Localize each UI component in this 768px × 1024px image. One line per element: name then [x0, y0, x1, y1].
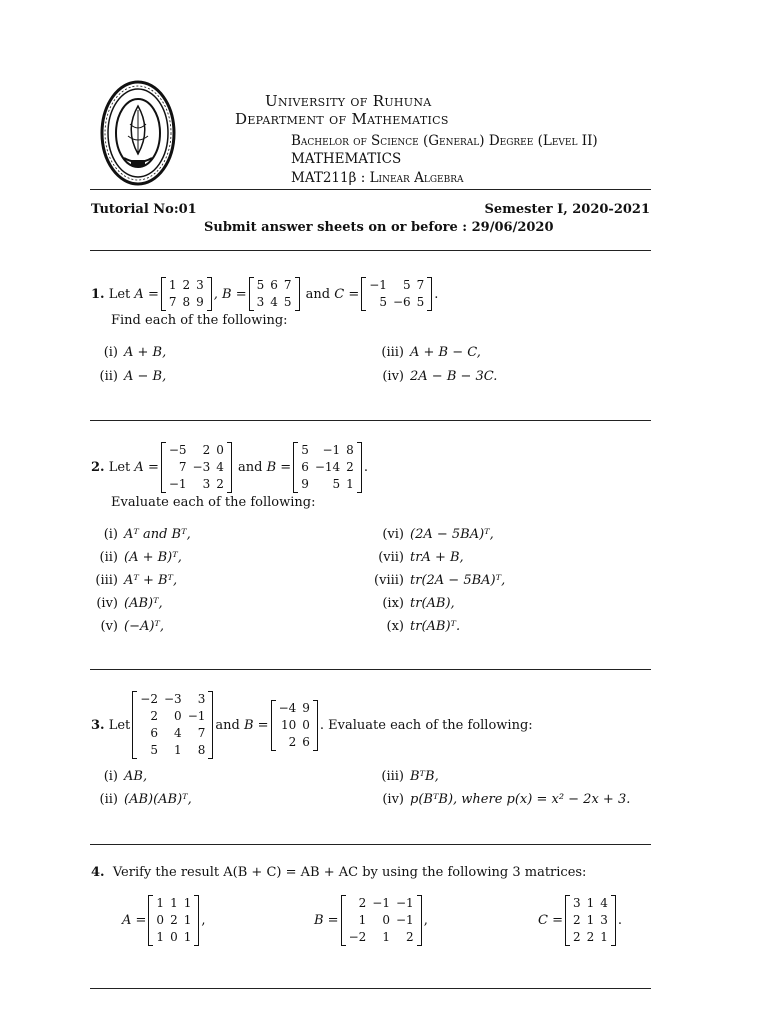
matrix-entries — [153, 895, 194, 946]
matrix-entry: 4 — [216, 460, 224, 474]
matrix-entry: 5 — [379, 295, 387, 309]
semester: Semester I, 2020-2021 — [484, 202, 650, 217]
matrix-row — [166, 476, 227, 493]
item-label: (i) — [103, 345, 118, 360]
question-1-statement — [91, 277, 438, 311]
matrix-entry: −5 — [168, 443, 187, 457]
matrix-row — [254, 277, 295, 294]
matrix-entry: 1 — [600, 930, 608, 944]
item-text: trA + B, — [410, 550, 464, 565]
university-crest — [100, 80, 176, 186]
period: . — [434, 286, 439, 302]
matrix-a — [161, 277, 212, 311]
matrix-entry: 1 — [358, 913, 367, 927]
matrix-row — [570, 895, 611, 912]
item-text: AB, — [124, 769, 148, 784]
matrix-entry: 8 — [346, 443, 354, 457]
matrix-entry: 1 — [170, 896, 178, 910]
matrix-entry: 7 — [178, 460, 187, 474]
item-label: (viii) — [374, 573, 404, 588]
question-3-instruction: . Evaluate each of the following: — [319, 717, 533, 733]
matrix-b-label: B = — [243, 717, 269, 733]
matrix-entry: −1 — [168, 477, 187, 491]
matrix-a — [148, 895, 199, 946]
matrix-row — [570, 929, 611, 946]
matrix-row — [166, 459, 227, 476]
matrix-entry: 2 — [150, 709, 158, 723]
period: . — [617, 913, 623, 928]
question-1-instruction: Find each of the following: — [111, 313, 288, 328]
matrix-row — [153, 895, 194, 912]
matrix-entry: 6 — [301, 460, 309, 474]
item-label: (iii) — [381, 345, 404, 360]
matrix-entries — [276, 700, 313, 751]
matrix-entry: 1 — [586, 913, 595, 927]
matrix-row — [276, 700, 313, 717]
matrix-b-label: B = — [314, 913, 339, 928]
q2-item-iv — [80, 596, 163, 611]
matrix-entry: 1 — [183, 913, 192, 927]
item-label: (iii) — [381, 769, 404, 784]
matrix-row — [298, 442, 357, 459]
matrix-entry: 9 — [302, 700, 310, 715]
matrix-entry: 1 — [183, 896, 192, 910]
item-text: tr(AB)ᵀ. — [410, 619, 461, 634]
matrix-row — [276, 717, 313, 734]
matrix-entry: 4 — [270, 295, 278, 309]
matrix-entry: 5 — [332, 477, 341, 491]
q2-item-v — [80, 619, 164, 634]
matrix-entry: 2 — [170, 913, 178, 927]
matrix-entry: −3 — [192, 460, 211, 474]
matrix-entry: 6 — [150, 726, 158, 740]
matrix-entry: 8 — [182, 295, 191, 309]
divider — [90, 669, 651, 670]
matrix-entry: 3 — [202, 477, 211, 491]
course-name: Linear Algebra — [369, 170, 464, 186]
q2-item-vii — [366, 550, 464, 565]
and-text: and — [305, 286, 331, 302]
matrix-entry: 9 — [196, 295, 204, 309]
matrix-entries — [166, 277, 207, 311]
matrix-entry: 2 — [572, 913, 581, 927]
matrix-entry: −2 — [140, 692, 158, 706]
matrix-entry: 4 — [174, 726, 182, 740]
matrix-row — [153, 912, 194, 929]
matrix-entry: −4 — [278, 700, 297, 715]
matrix-row — [346, 912, 417, 929]
matrix-row — [137, 742, 208, 759]
course-line — [291, 170, 464, 186]
matrix-row — [166, 277, 207, 294]
comma: , — [423, 913, 428, 928]
matrix-entry: 7 — [416, 278, 425, 292]
q2-item-vi — [366, 527, 494, 542]
question-3-statement — [91, 691, 533, 759]
period: . — [363, 460, 368, 475]
divider — [90, 250, 651, 251]
question-number: 2. — [91, 460, 105, 475]
matrix-entry: 6 — [270, 278, 278, 292]
q1-item-iv — [366, 369, 497, 384]
matrix-entry: 2 — [288, 734, 297, 749]
submit-date: Submit answer sheets on or before : 29/06/2020 — [204, 220, 554, 235]
right-bracket — [611, 895, 616, 946]
matrix-entry: 1 — [174, 743, 182, 757]
item-label: (iv) — [382, 369, 404, 384]
item-text: (A + B)ᵀ, — [124, 550, 182, 565]
degree-name: Bachelor of Science (General) Degree (Level II) — [291, 133, 598, 149]
matrix-entry: −1 — [395, 913, 414, 927]
matrix-entry: 5 — [416, 295, 425, 309]
matrix-entry: 0 — [170, 930, 178, 944]
question-2-instruction: Evaluate each of the following: — [111, 495, 316, 510]
q2-item-ii — [80, 550, 182, 565]
matrix-row — [298, 476, 357, 493]
item-label: (ii) — [99, 550, 118, 565]
matrix-entry: 1 — [168, 278, 177, 292]
matrix-entry: 6 — [302, 734, 310, 749]
matrix-row — [276, 734, 313, 751]
q3-item-iv — [366, 792, 630, 807]
course-sep: : — [360, 170, 366, 186]
matrix-entry: 0 — [216, 443, 224, 457]
matrix-entry: −3 — [163, 692, 182, 706]
matrix-a-label: A = — [122, 913, 147, 928]
matrix-b — [293, 442, 362, 493]
item-label: (ii) — [99, 369, 118, 384]
matrix-b — [249, 277, 300, 311]
right-bracket — [357, 442, 362, 493]
item-text: Aᵀ and Bᵀ, — [124, 527, 191, 542]
matrix-b — [341, 895, 422, 946]
item-text: A + B − C, — [410, 345, 481, 360]
item-text: A + B, — [124, 345, 167, 360]
matrix-c-label: C = — [538, 913, 563, 928]
q3-item-iii — [366, 769, 439, 784]
matrix-row — [166, 294, 207, 311]
right-bracket — [295, 277, 300, 311]
matrix-entry: −1 — [369, 278, 387, 292]
right-bracket — [208, 691, 213, 759]
right-bracket — [427, 277, 432, 311]
q2-item-ix — [366, 596, 455, 611]
matrix-entry: 2 — [358, 896, 367, 910]
question-number: 3. — [91, 717, 105, 733]
matrix-entry: 0 — [174, 709, 182, 723]
matrix-entry: 3 — [256, 295, 265, 309]
matrix-row — [137, 691, 208, 708]
let-text: Let — [108, 717, 131, 733]
matrix-entry: 5 — [256, 278, 265, 292]
matrix-entry: 7 — [283, 278, 292, 292]
matrix-entry: 3 — [572, 896, 581, 910]
matrix-b — [271, 700, 318, 751]
right-bracket — [207, 277, 212, 311]
right-bracket — [194, 895, 199, 946]
q3-item-i — [80, 769, 147, 784]
matrix-a — [161, 442, 232, 493]
matrix-b-label: B = — [266, 460, 292, 475]
matrix-entry: −1 — [187, 709, 206, 723]
matrix-entry: 1 — [156, 930, 165, 944]
item-text: (AB)(AB)ᵀ, — [124, 792, 192, 807]
matrix-entry: 1 — [346, 477, 354, 491]
matrix-row — [137, 708, 208, 725]
item-label: (ix) — [382, 596, 404, 611]
matrix-row — [570, 912, 611, 929]
matrix-row — [346, 895, 417, 912]
matrix-entry: 1 — [156, 896, 165, 910]
matrix-c — [361, 277, 432, 311]
matrix-entry: 2 — [586, 930, 595, 944]
and-text: and — [215, 717, 240, 733]
item-label: (iv) — [96, 596, 118, 611]
matrix-entries — [346, 895, 417, 946]
q1-item-iii — [366, 345, 481, 360]
right-bracket — [417, 895, 422, 946]
right-bracket — [313, 700, 318, 751]
question-number: 1. — [91, 286, 105, 302]
matrix-entry: 5 — [150, 743, 158, 757]
divider — [90, 844, 651, 845]
item-label: (iii) — [95, 573, 118, 588]
department-name: Department of Mathematics — [235, 110, 449, 128]
matrix-entries — [166, 442, 227, 493]
item-text: p(BᵀB), where p(x) = x² − 2x + 3. — [410, 792, 631, 807]
matrix-entry: 2 — [182, 278, 191, 292]
matrix-entry: 1 — [586, 896, 595, 910]
q4-matrix-b-group — [314, 895, 428, 946]
matrix-entry: 1 — [382, 930, 390, 944]
item-label: (vii) — [378, 550, 404, 565]
divider — [90, 189, 651, 190]
item-label: (ii) — [99, 792, 118, 807]
matrix-b-label: , B = — [213, 286, 247, 302]
matrix-row — [366, 294, 427, 311]
matrix-c-label: C = — [334, 286, 360, 302]
item-label: (vi) — [382, 527, 404, 542]
matrix-entry: −1 — [372, 896, 390, 910]
university-name: University of Ruhuna — [265, 92, 432, 110]
item-text: BᵀB, — [410, 769, 439, 784]
q2-item-i — [80, 527, 191, 542]
matrix-entry: 7 — [168, 295, 177, 309]
right-bracket — [227, 442, 232, 493]
matrix-entry: 0 — [382, 913, 390, 927]
q1-item-i — [80, 345, 166, 360]
matrix-entries — [366, 277, 427, 311]
matrix-entry: 2 — [572, 930, 581, 944]
question-2-statement — [91, 442, 368, 493]
matrix-entry: 7 — [197, 726, 206, 740]
matrix-row — [254, 294, 295, 311]
let-text: Let — [108, 460, 131, 475]
matrix-a — [132, 691, 213, 759]
q3-item-ii — [80, 792, 192, 807]
matrix-row — [166, 442, 227, 459]
matrix-entry: 5 — [301, 443, 309, 457]
q2-item-x — [366, 619, 460, 634]
matrix-entry: 9 — [301, 477, 309, 491]
divider — [90, 988, 651, 989]
matrix-entry: 2 — [406, 930, 414, 944]
q2-item-iii — [80, 573, 177, 588]
matrix-entry: −1 — [395, 896, 414, 910]
matrix-row — [346, 929, 417, 946]
item-label: (v) — [100, 619, 118, 634]
item-label: (x) — [386, 619, 404, 634]
matrix-row — [298, 459, 357, 476]
matrix-entry: 5 — [403, 278, 411, 292]
matrix-entry: 3 — [600, 913, 608, 927]
matrix-row — [366, 277, 427, 294]
question-number: 4. — [91, 865, 105, 880]
item-text: A − B, — [124, 369, 167, 384]
matrix-entry: −6 — [392, 295, 411, 309]
q4-matrix-a-group — [122, 895, 205, 946]
comma: , — [201, 913, 206, 928]
question-4-statement — [91, 865, 586, 880]
item-label: (iv) — [382, 792, 404, 807]
and-text: and — [238, 460, 263, 475]
let-text: Let — [108, 286, 131, 302]
q4-matrix-c-group — [538, 895, 622, 946]
matrix-entry: 2 — [346, 460, 354, 474]
matrix-entry: 0 — [156, 913, 165, 927]
matrix-entries — [254, 277, 295, 311]
tutorial-number: Tutorial No:01 — [91, 202, 197, 217]
matrix-entry: 2 — [202, 443, 211, 457]
divider — [90, 420, 651, 421]
matrix-entry: 10 — [280, 717, 297, 732]
matrix-entries — [298, 442, 357, 493]
item-label: (i) — [103, 769, 118, 784]
item-text: tr(2A − 5BA)ᵀ, — [410, 573, 506, 588]
item-text: (−A)ᵀ, — [124, 619, 165, 634]
matrix-entries — [137, 691, 208, 759]
item-label: (i) — [103, 527, 118, 542]
subject-name: MATHEMATICS — [291, 151, 402, 167]
matrix-entry: 5 — [283, 295, 292, 309]
matrix-entry: 2 — [216, 477, 224, 491]
item-text: Aᵀ + Bᵀ, — [124, 573, 178, 588]
matrix-c — [565, 895, 616, 946]
matrix-entry: −1 — [322, 443, 341, 457]
item-text: tr(AB), — [410, 596, 455, 611]
matrix-a-label: A = — [134, 286, 159, 302]
item-text: 2A − B − 3C. — [410, 369, 498, 384]
question-4-text: Verify the result A(B + C) = AB + AC by using the following 3 matrices: — [112, 865, 587, 880]
matrix-entry: 3 — [197, 692, 206, 706]
matrix-entry: 4 — [600, 896, 608, 910]
q1-item-ii — [80, 369, 166, 384]
q2-item-viii — [366, 573, 505, 588]
matrix-row — [137, 725, 208, 742]
course-code: MAT211β — [291, 170, 357, 186]
item-text: (AB)ᵀ, — [124, 596, 163, 611]
matrix-entry: 8 — [197, 743, 206, 757]
matrix-entry: 0 — [302, 717, 310, 732]
matrix-a-label: A = — [134, 460, 159, 475]
matrix-row — [153, 929, 194, 946]
matrix-entry: 1 — [183, 930, 192, 944]
matrix-entry: 3 — [196, 278, 204, 292]
matrix-entries — [570, 895, 611, 946]
matrix-entry: −2 — [348, 930, 367, 944]
item-text: (2A − 5BA)ᵀ, — [410, 527, 494, 542]
matrix-entry: −14 — [314, 460, 341, 474]
